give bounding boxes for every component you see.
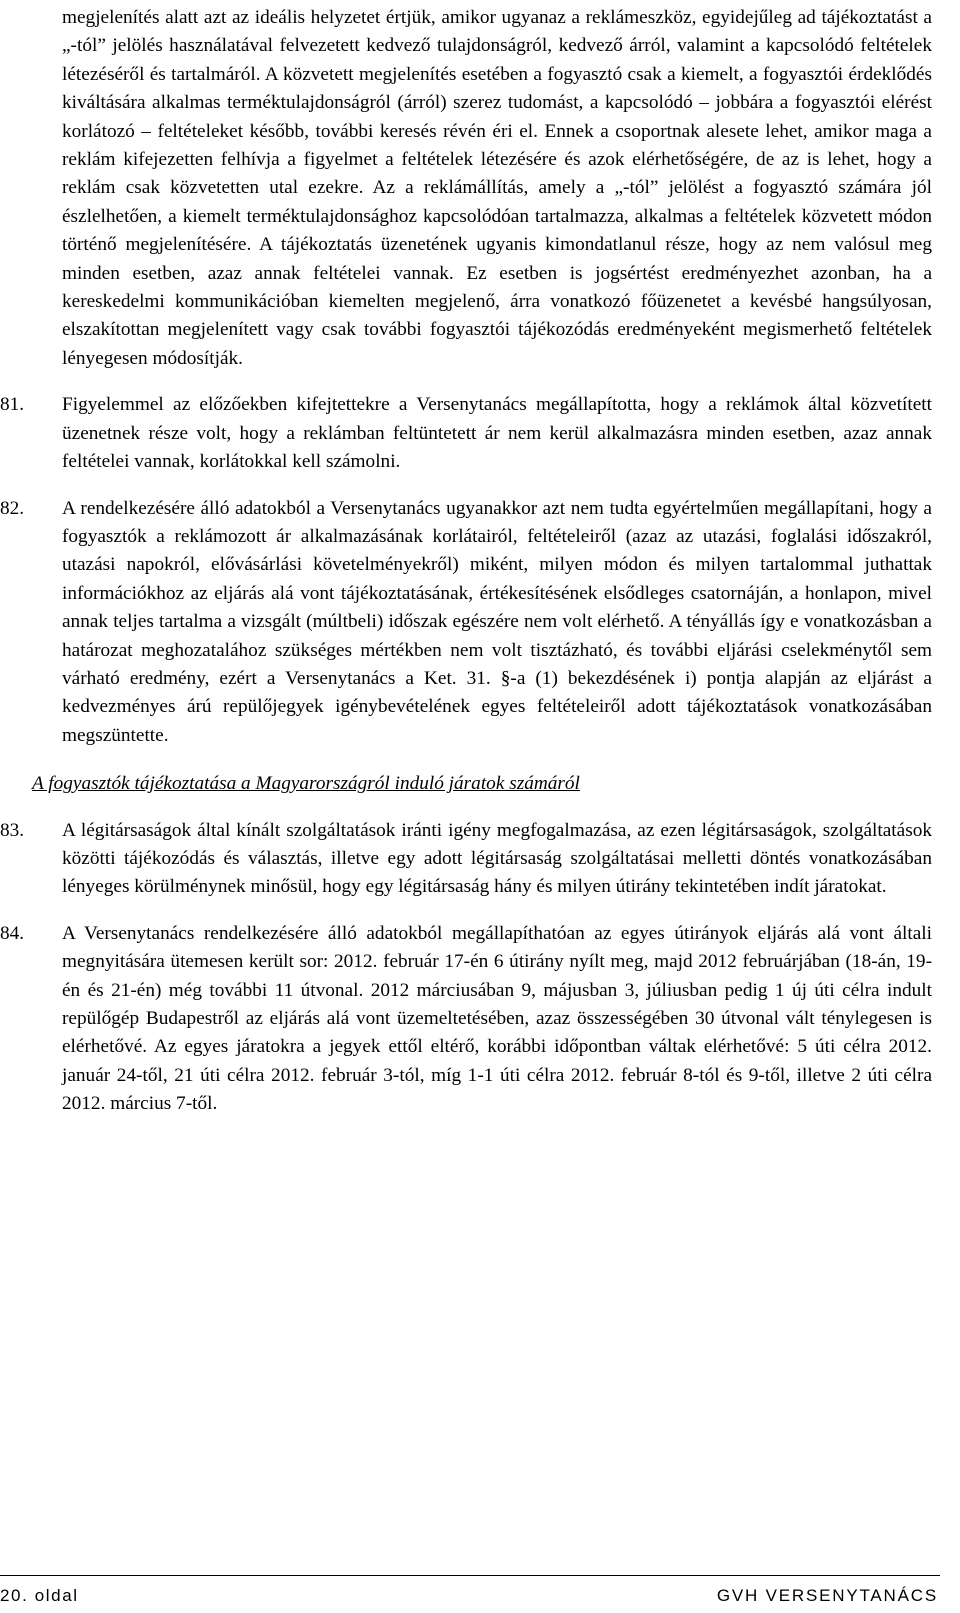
footer-divider	[0, 1575, 940, 1576]
continued-paragraph-text: megjelenítés alatt azt az ideális helyzetet értjük, amikor ugyanaz a reklámeszköz, egyidejűleg ad tájékoztatást a „-tól” jelölés használatával felvezetett kedvező tulajdonságról, kedvező árról, valamint a kapcsolódó feltételek létezéséről és tartalmáról. A közvetett megjelenítés esetében a fogyasztó csak a kiemelt, a fogyasztói érdeklődés kiváltására alkalmas terméktulajdonságról (árról) szerez tudomást, a kapcsolódó – jobbára a fogyasztói elérést korlátozó – feltételeket később, további keresés révén éri el. Ennek a csoportnak alesete lehet, amikor maga a reklám kifejezetten felhívja a figyelmet a feltételek létezésére és azok elérhetőségére, de az is lehet, hogy a reklám csak közvetetten utal ezekre. Az a reklámállítás, amely a „-tól” jelölést a fogyasztó számára jól észlelhetően, a kiemelt terméktulajdonsághoz kapcsolódóan tartalmazza, alkalmas a feltételek közvetett módon történő megjelenítésére. A tájékoztatás üzenetének ugyanis kimondatlanul része, hogy az nem valósul meg minden esetben, azaz annak feltételei vannak. Ez esetben is jogsértést eredményezhet azonban, ha a kereskedelmi kommunikációban kiemelten megjelenő, árra vonatkozó főüzenetet a kevésbé hangsúlyosan, elszakítottan megjelenített vagy csak további fogyasztói tájékozódás eredményeként megismerhető feltételek lényegesen módosítják.	[62, 7, 932, 369]
document-body	[0, 4, 932, 1119]
paragraph-84	[0, 920, 932, 1119]
paragraph-text: A Versenytanács rendelkezésére álló adatokból megállapíthatóan az egyes útirányok eljárás alá vont általi megnyitására ütemesen került sor: 2012. február 17-én 6 útirány nyílt meg, majd 2012 februárjában (18-án, 19-én és 21-én) még további 11 útvonal. 2012 márciusában 9, májusban 3, júliusban pedig 1 új úti célra indult repülőgép Budapestről az eljárás alá vont üzemeltetésében, azaz összességében 30 útvonal vált ténylegesen is elérhetővé. Az egyes járatokra a jegyek ettől eltérő, korábbi időpontban váltak elérhetővé: 5 úti célra 2012. január 24-től, 21 úti célra 2012. február 3-tól, míg 1-1 úti célra 2012. február 8-tól és 9-től, illetve 2 úti célra 2012. március 7-től.	[62, 922, 932, 1115]
paragraph-number: 82.	[0, 497, 25, 519]
paragraph-number: 83.	[0, 819, 25, 841]
page-number: 20. oldal	[0, 1586, 79, 1605]
paragraph-text: Figyelemmel az előzőekben kifejtettekre a Versenytanács megállapította, hogy a reklámok által közvetített üzenetnek része volt, hogy a reklámban feltüntetett ár nem kerül alkalmazásra minden esetben, azaz annak feltételei vannak, korlátokkal kell számolni.	[62, 394, 932, 473]
continued-paragraph	[62, 4, 932, 373]
paragraph-83	[0, 817, 932, 902]
footer-organization: GVH VERSENYTANÁCS	[716, 1586, 938, 1605]
paragraph-text: A rendelkezésére álló adatokból a Versenytanács ugyanakkor azt nem tudta egyértelműen megállapítani, hogy a fogyasztók a reklámozott ár alkalmazásának korlátairól, feltételeiről (azaz az utazási, foglalási időszakról, utazási napokról, elővásárlási követelményekről) miként, milyen módon és milyen tartalommal juthattak információkhoz az eljárás alá vont tájékoztatásának, értékesítésének elsődleges csatornáján, a honlapon, mivel annak teljes tartalma a vizsgált (múltbeli) időszak egészére nem volt elérhető. A tényállás így e vonatkozásban a határozat meghozatalához szükséges mértékben nem volt tisztázható, és további eljárási cselekménytől sem várható eredmény, ezért a Versenytanács a Ket. 31. §-a (1) bekezdésének i) pontja alapján az eljárást a kedvezményes árú repülőjegyek igénybevételének egyes feltételeiről adott tájékoztatások vonatkozásában megszüntette.	[62, 497, 932, 746]
paragraph-81	[0, 391, 932, 476]
paragraph-82	[0, 495, 932, 751]
paragraph-text: A légitársaságok által kínált szolgáltatások iránti igény megfogalmazása, az ezen légitársaságok, szolgáltatások közötti tájékozódás és választás, illetve egy adott légitársaság szolgáltatásai melletti döntés vonatkozásában lényeges körülménynek minősül, hogy egy légitársaság hány és milyen útirány tekintetében indít járatokat.	[62, 819, 932, 898]
paragraph-number: 81.	[0, 394, 25, 416]
section-heading: A fogyasztók tájékoztatása a Magyarországról induló járatok számáról	[32, 773, 580, 795]
paragraph-number: 84.	[0, 922, 25, 944]
